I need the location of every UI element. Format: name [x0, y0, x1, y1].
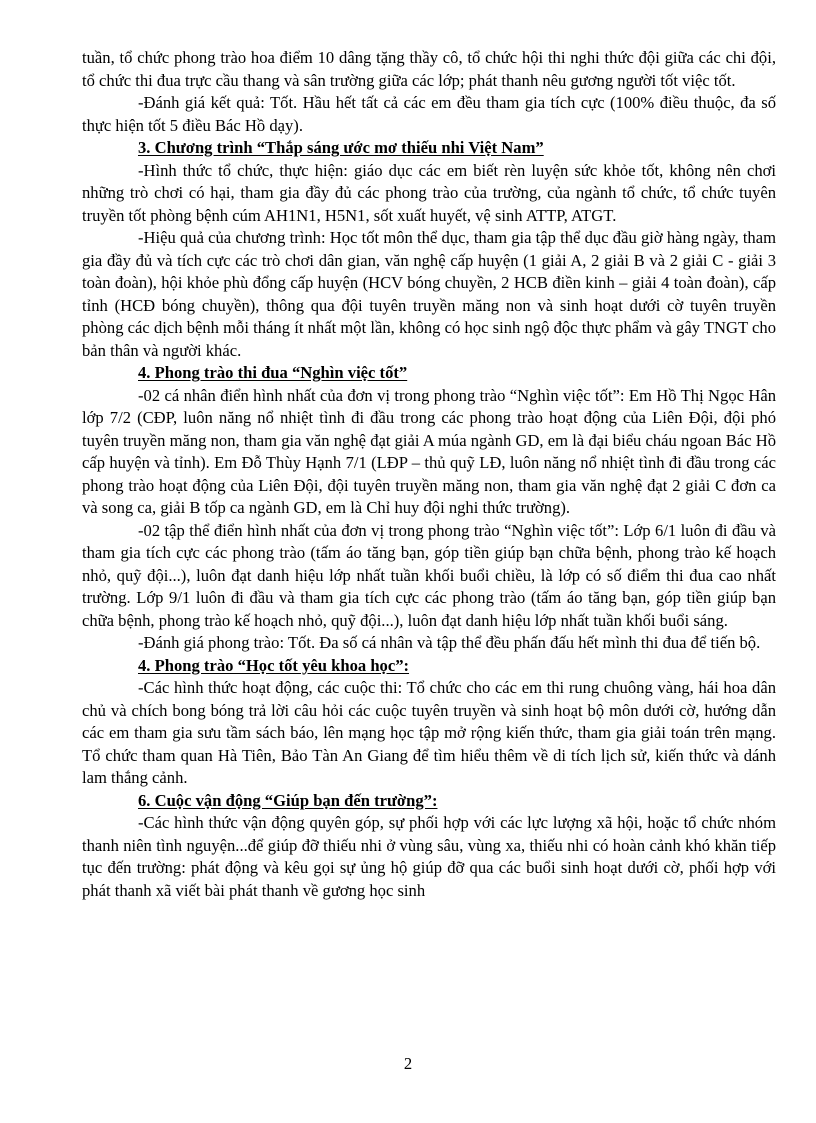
section-heading-text: 6. Cuộc vận động “Giúp bạn đến trường”:: [138, 790, 438, 810]
paragraph: -Đánh giá phong trào: Tốt. Đa số cá nhân và tập thể đều phấn đấu hết mình thi đua để tiến bộ.: [138, 633, 761, 652]
paragraph: -Đánh giá kết quả: Tốt. Hầu hết tất cả các em đều tham gia tích cực (100% điều thuộc, đa số thực hiện tốt 5 điều Bác Hồ dạy).: [82, 93, 776, 135]
section-heading-text: 4. Phong trào thi đua “Nghìn việc tốt”: [138, 363, 408, 382]
section-heading-text: 3. Chương trình “Thắp sáng ước mơ thiếu nhi Việt Nam”: [138, 138, 544, 157]
section-heading-text: 4. Phong trào “Học tốt yêu khoa học”:: [138, 655, 410, 675]
paragraph: -Các hình thức hoạt động, các cuộc thi: Tổ chức cho các em thi rung chuông vàng, hái hoa dân chủ và chích bong bóng trả lời câu hỏi các cuộc tuyên truyền và sinh hoạt bộ môn dưới cờ, hướng dẫn các em tham gia sưu tầm sách báo, lên mạng học tập mở rộng kiến thức, tham gia giải toán trên mạng. Tổ chức tham quan Hà Tiên, Bảo Tàn An Giang để tìm hiểu thêm về di tích lịch sử, kiến thức và dánh lam thắng cảnh.: [82, 678, 776, 787]
section-heading: [82, 137, 776, 160]
section-heading: [82, 655, 776, 678]
paragraph: -Hiệu quả của chương trình: Học tốt môn thể dục, tham gia tập thể dục đầu giờ hàng ngày, tham gia đầy đủ và tích cực các trò chơi dân gian, văn nghệ cấp huyện (1 giải A, 2 giải B và 2 giải C - giải 3 toàn đoàn), hội khỏe phù đổng cấp huyện (HCV bóng chuyền, 2 HCB điền kinh – giải 4 toàn đoàn), cấp tỉnh (HCĐ bóng chuyền), thông qua đội tuyên truyền măng non và sinh hoạt dưới cờ tuyên truyền phòng các dịch bệnh mỗi tháng ít nhất một lần, không có học sinh ngộ độc thực phẩm và gây TNGT cho bản thân và người khác.: [82, 228, 776, 360]
page-number: 2: [403, 1054, 413, 1073]
paragraph: tuần, tổ chức phong trào hoa điểm 10 dâng tặng thầy cô, tổ chức hội thi nghi thức đội giữa các chi đội, tổ chức thi đua trực cầu thang và sân trường giữa các lớp; phát thanh nêu gương người tốt việc tốt.: [82, 48, 776, 90]
paragraph: -Các hình thức vận động quyên góp, sự phối hợp với các lực lượng xã hội, hoặc tổ chức nhóm thanh niên tình nguyện...để giúp đỡ thiếu nhi ở vùng sâu, vùng xa, thiếu nhi có hoàn cảnh khó khăn tiếp tục đến trường: phát động và kêu gọi sự ủng hộ giúp đỡ qua các buổi sinh hoạt dưới cờ, phối hợp với phát thanh xã viết bài phát thanh về gương học sinh: [82, 813, 776, 900]
paragraph: -02 cá nhân điển hình nhất của đơn vị trong phong trào “Nghìn việc tốt”: Em Hồ Thị Ngọc Hân lớp 7/2 (CĐP, luôn năng nổ nhiệt tình đi đầu trong các phong trào hoạt động của Liên Đội, đội phó tuyên truyền măng non, tham gia văn nghệ đạt giải A múa ngành GD, em là đại biểu cháu ngoan Bác Hồ cấp huyện và tỉnh). Em Đỗ Thùy Hạnh 7/1 (LĐP – thủ quỹ LĐ, luôn năng nổ nhiệt tình đi đầu trong các phong trào hoạt động của Liên Đội, đội tuyên truyền măng non, tham gia văn nghệ đạt 2 giải C đơn ca và song ca, giải B tốp ca ngành GD, em là Chỉ huy đội nghi thức trường).: [82, 385, 776, 517]
paragraph: -02 tập thể điển hình nhất của đơn vị trong phong trào “Nghìn việc tốt”: Lớp 6/1 luôn đi đầu và tham gia tích cực các phong trào (tấm áo tăng bạn, góp tiền giúp bạn chữa bệnh, phong trào kế hoạch nhỏ, quỹ đội...), luôn đạt danh hiệu lớp nhất tuần khối buổi chiều, là lớp có số điểm thi đua cao nhất trường. Lớp 9/1 luôn đi đầu và tham gia tích cực các phong trào (tấm áo tăng bạn, góp tiền giúp bạn chữa bệnh, phong trào kế hoạch nhỏ, quỹ đội...), luôn đạt danh hiệu lớp nhất tuần khối buổi sáng.: [82, 520, 776, 630]
paragraph: -Hình thức tổ chức, thực hiện: giáo dục các em biết rèn luyện sức khỏe tốt, không nên chơi những trò chơi có hại, tham gia đầy đủ các phong trào của trường, của ngành tổ chức, tổ chức tuyên truyền tốt phòng bệnh cúm AH1N1, H5N1, sốt xuất huyết, vệ sinh ATTP, ATGT.: [82, 160, 776, 225]
document-body: [82, 47, 776, 902]
section-heading: [82, 790, 776, 813]
section-heading: [82, 362, 776, 385]
